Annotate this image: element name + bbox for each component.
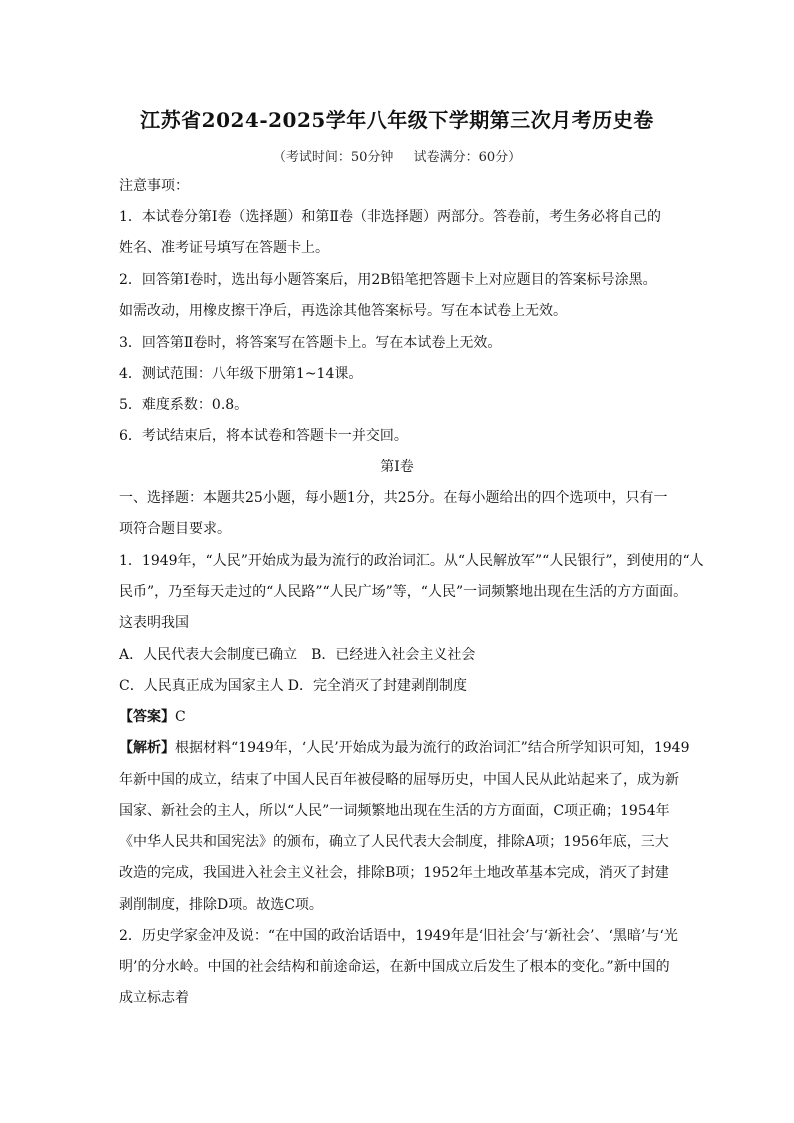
analysis-label: 【解析】	[119, 740, 175, 756]
exam-title: 江苏省2024-2025学年八年级下学期第三次月考历史卷	[140, 108, 654, 132]
notice-line: 5．难度系数：0.8。	[119, 397, 249, 413]
question-stem: 1．1949年，“人民”开始成为最为流行的政治词汇。从“人民解放军”“人民银行”，到使用的“人	[119, 553, 704, 569]
notice-line: 1．本试卷分第Ⅰ卷（选择题）和第Ⅱ卷（非选择题）两部分。答卷前，考生务必将自己的	[119, 209, 661, 225]
analysis-line: 国家、新社会的主人，所以“人民”一词频繁地出现在生活的方方面面，C项正确；1954年	[119, 803, 670, 819]
exam-subtitle	[0, 146, 794, 165]
question-stem: 民币”，乃至每天走过的“人民路”“人民广场”等，“人民”一词频繁地出现在生活的方方面面。	[119, 584, 688, 600]
option-c: C．人民真正成为国家主人	[119, 678, 284, 694]
question-stem: 这表明我国	[119, 615, 189, 631]
question-stem: 明’的分水岭。中国的社会结构和前途命运，在新中国成立后发生了根本的变化。”新中国的	[119, 959, 670, 975]
analysis-text: 根据材料“1949年，‘人民’开始成为最为流行的政治词汇”结合所学知识可知，1949	[175, 740, 690, 756]
option-d: D．完全消灭了封建剥削制度	[287, 678, 467, 694]
analysis-line	[119, 738, 689, 758]
exam-time: （考试时间：50分钟	[272, 150, 394, 165]
notice-line: 6．考试结束后，将本试卷和答题卡一并交回。	[119, 428, 408, 444]
answer-line	[119, 707, 689, 727]
question-stem: 2．历史学家金冲及说：“在中国的政治话语中，1949年是‘旧社会’与‘新社会’、‘黑暗’与‘光	[119, 928, 678, 944]
notice-line: 2．回答第Ⅰ卷时，选出每小题答案后，用2B铅笔把答题卡上对应题目的答案标号涂黑。	[119, 272, 657, 288]
analysis-line: 《中华人民共和国宪法》的颁布，确立了人民代表大会制度，排除A项；1956年底，三大	[119, 834, 669, 850]
analysis-line: 改造的完成，我国进入社会主义社会，排除B项；1952年土地改革基本完成，消灭了封建	[119, 865, 669, 881]
notice-line: 如需改动，用橡皮擦干净后，再选涂其他答案标号。写在本试卷上无效。	[119, 303, 567, 319]
exam-score: 试卷满分：60分）	[413, 150, 522, 165]
notice-line: 姓名、准考证号填写在答题卡上。	[119, 240, 329, 256]
analysis-line: 年新中国的成立，结束了中国人民百年被侵略的屈辱历史，中国人民从此站起来了，成为新	[119, 772, 679, 788]
option-b: B．已经进入社会主义社会	[311, 647, 476, 663]
notice-line: 3．回答第Ⅱ卷时，将答案写在答题卡上。写在本试卷上无效。	[119, 335, 502, 351]
notice-line: 4．测试范围：八年级下册第1~14课。	[119, 366, 363, 382]
answer-label: 【答案】	[119, 709, 175, 725]
section-intro: 一、选择题：本题共25小题，每小题1分，共25分。在每小题给出的四个选项中，只有一	[119, 490, 668, 506]
section-title: 第Ⅰ卷	[380, 459, 414, 475]
section-intro: 项符合题目要求。	[119, 521, 231, 537]
answer-value: C	[175, 709, 186, 725]
analysis-line: 剥削制度，排除D项。故选C项。	[119, 897, 323, 913]
option-row	[119, 676, 689, 696]
option-row	[119, 645, 689, 665]
question-stem: 成立标志着	[119, 990, 189, 1006]
option-a: A．人民代表大会制度已确立	[119, 647, 298, 663]
notice-heading: 注意事项：	[119, 178, 189, 194]
